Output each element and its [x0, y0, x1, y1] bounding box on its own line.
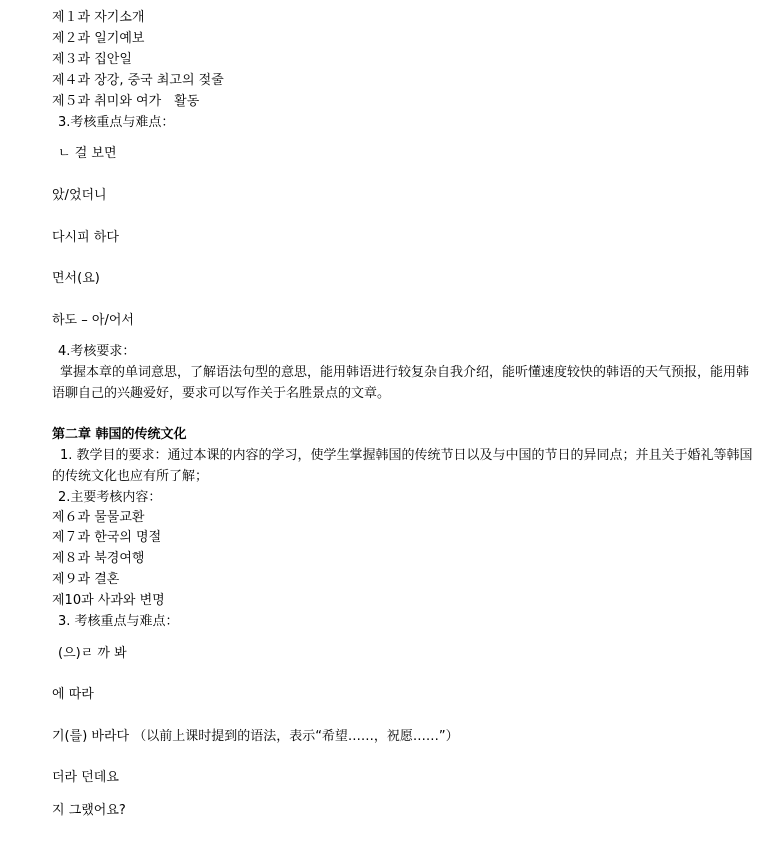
lesson-6: 제６과 물물교환 — [52, 510, 145, 525]
grammar-point-2: 았/었더니 — [52, 188, 107, 203]
grammar-point-3: 다시피 하다 — [52, 230, 119, 245]
grammar-point-6: (으)ㄹ 까 봐 — [58, 646, 127, 661]
grammar-point-5: 하도 – 아/어서 — [52, 313, 134, 328]
grammar-point-9: 더라 던데요 — [52, 770, 119, 785]
grammar-point-7: 에 따라 — [52, 687, 94, 702]
grammar-point-10: 지 그랬어요? — [52, 803, 126, 818]
lesson-5: 제５과 취미와 여가 활동 — [52, 94, 200, 109]
lesson-8: 제８과 북경여행 — [52, 551, 145, 566]
content-heading: 2.主要考核内容： — [58, 490, 162, 505]
lesson-3: 제３과 집안일 — [52, 52, 132, 67]
requirements-heading: 4.考核要求： — [58, 344, 136, 359]
lesson-2: 제２과 일기예보 — [52, 31, 145, 46]
lesson-1: 제１과 자기소개 — [52, 10, 145, 25]
objectives-text: 1. 教学目的要求：通过本课的内容的学习，使学生掌握韩国的传统节日以及与中国的节日的异同点；并且关于婚礼等韩国的传统文化也应有所了解； — [52, 448, 753, 484]
grammar-point-1: ㄴ 걸 보면 — [58, 146, 117, 161]
lesson-7: 제７과 한국의 명절 — [52, 530, 162, 545]
lesson-4: 제４과 장강, 중국 최고의 젖줄 — [52, 73, 224, 88]
grammar-point-8: 기(를) 바라다 （以前上课时提到的语法，表示“希望……，祝愿……”） — [52, 729, 459, 744]
lesson-10: 제10과 사과와 변명 — [52, 593, 165, 608]
chapter-title: 第二章 韩国的传统文化 — [52, 427, 187, 442]
requirements-text: 掌握本章的单词意思，了解语法句型的意思，能用韩语进行较复杂自我介绍，能听懂速度较快的韩语的天气预报，能用韩语聊自己的兴趣爱好，要求可以写作关于名胜景点的文章。 — [52, 365, 750, 401]
grammar-point-4: 면서(요) — [52, 271, 100, 286]
lesson-9: 제９과 결혼 — [52, 572, 120, 587]
key-points-heading: 3.考核重点与难点： — [58, 115, 175, 130]
key-points-heading-2: 3. 考核重点与难点： — [58, 614, 179, 629]
